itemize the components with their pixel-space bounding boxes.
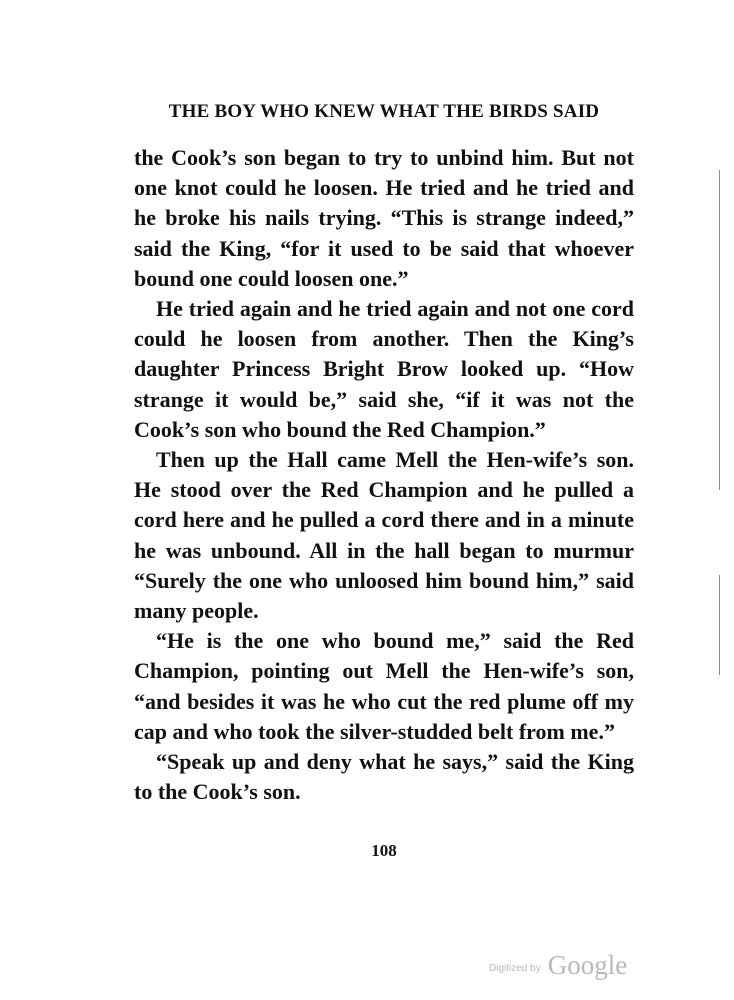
paragraph-5: “Speak up and deny what he says,” said the King to the Cook’s son. (134, 749, 634, 805)
paragraph-3: Then up the Hall came Mell the Hen-wife’s son. He stood over the Red Champion and he pulled a cord here and he pulled a cord there and in a minute he was unbound. All in the hall began to murmur “Surely the one who unloosed him bound him,” said many people. (134, 447, 634, 624)
scan-edge-line-upper (719, 170, 720, 490)
body-text (134, 143, 634, 807)
scan-edge-line-lower (719, 575, 720, 675)
paragraph-2: He tried again and he tried again and not one cord could he loosen from another. Then the King’s daughter Princess Bright Brow looked up. “How strange it would be,” said she, “if it was not the Cook’s son who bound the Red Champion.” (134, 296, 634, 442)
watermark-prefix: Digitized by (489, 963, 541, 974)
paragraph-1: the Cook’s son began to try to unbind him. But not one knot could he loosen. He tried and he tried and he broke his nails trying. “This is strange indeed,” said the King, “for it used to be said that whoever bound one could loosen one.” (134, 145, 634, 291)
running-head: THE BOY WHO KNEW WHAT THE BIRDS SAID (168, 101, 600, 122)
page-number: 108 (371, 841, 397, 860)
google-logo: Google (547, 950, 628, 980)
digitized-watermark (489, 950, 627, 981)
paragraph-4: “He is the one who bound me,” said the Red Champion, pointing out Mell the Hen-wife’s son, “and besides it was he who cut the red plume off my cap and who took the silver-studded belt from me.” (134, 628, 634, 744)
